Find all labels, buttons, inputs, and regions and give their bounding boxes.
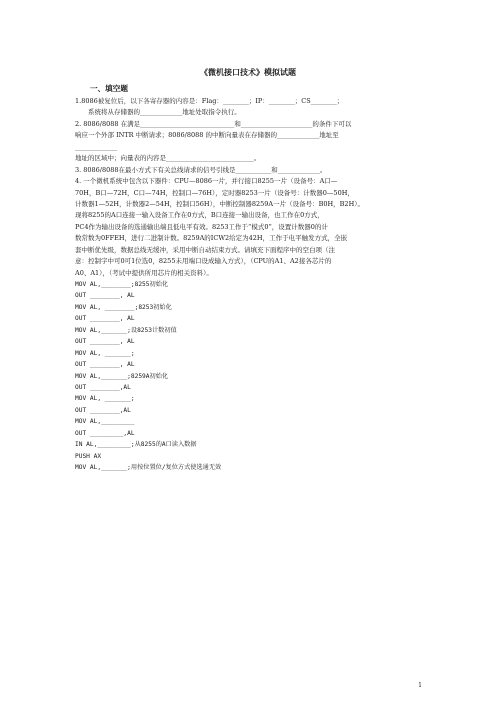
text-line: 地址的区域中；向量表的内容是___________________________。 — [75, 154, 261, 163]
code-line: MOV AL, _______; — [75, 349, 135, 357]
text-line: PC4作为输出设备的选通输出端且低电平有效。8253工作于“模式0”，设置计数器0的计 — [75, 222, 328, 231]
code-line: OUT ________,AL — [75, 406, 131, 414]
document-title: 《微机接口技术》模拟试题 — [200, 67, 296, 77]
text-line: _____________ — [75, 142, 118, 151]
document-body — [75, 96, 425, 473]
text-line: 现将8255的A口连接一输入设备工作在0方式，B口连接一输出设备，也工作在0方式， — [75, 211, 324, 220]
text-line: 70H，B口—72H，C口—74H，控制口—76H），定时器8253一片（设备号：计数器0—50H， — [75, 188, 354, 197]
code-line: MOV AL,_______;8259A初始化 — [75, 372, 169, 380]
text-line: 响应一个外部 INTR 中断请求；8086/8088 的中断向量表在存储器的_____________地址至 — [75, 131, 339, 140]
text-line: 套中断优先级，数据总线无缓冲，采用中断自动结束方式。请填充下面程序中的空白项（注 — [75, 245, 335, 254]
code-line: MOV AL,_________ — [75, 418, 135, 426]
page-number: 1 — [418, 682, 422, 689]
code-line: MOV AL,_______;用按位置位/复位方式使选通无效 — [75, 464, 222, 471]
text-line: 3. 8086/8088在最小方式下有关总线请求的信号引线是___________和_____________。 — [75, 165, 327, 174]
code-line: OUT ________, AL — [75, 338, 135, 346]
text-line: 计数器1—52H，计数器2—54H，控制口56H），中断控制器8259A一片（设备号：B0H，B2H）。 — [75, 199, 364, 208]
text-line: 1.8086被复位后，以下各寄存器的内容是：Flag：________；IP：________；CS________； — [75, 97, 344, 105]
code-line: OUT _________,AL — [75, 429, 135, 437]
code-line: OUT ________, AL — [75, 315, 135, 323]
code-line: IN AL,_________;从8255的A口读入数据 — [75, 441, 197, 449]
code-line: OUT ________, AL — [75, 292, 135, 300]
text-line: A0、A1），（考试中提供所用芯片的相关资料）。 — [75, 268, 213, 277]
text-line: 系统将从存储器的_____________地址处取指令执行。 — [88, 108, 241, 117]
code-line: OUT ________, AL — [75, 361, 135, 369]
section-heading: 一、填空题 — [90, 84, 128, 93]
text-line: 意：控制字中可0可1位选0，8255未用端口设成输入方式），（CPU的A1、A2接各芯片的 — [75, 257, 332, 266]
code-line: MOV AL,________;8255初始化 — [75, 281, 169, 288]
code-line: PUSH AX — [75, 452, 102, 460]
text-line: 2. 8086/8088 在满足_____________________________和______________________的条件下可以 — [75, 119, 352, 128]
code-line: MOV AL, _______; — [75, 395, 135, 403]
text-line: 4. 一个微机系统中包含以下器件：CPU—8086一片，并行接口8255一片（设备号：A口— — [75, 177, 338, 186]
code-line: MOV AL, ________;8253初始化 — [75, 303, 172, 311]
text-line: 数常数为0FFEH，进行二进制计数。8259A的ICW2给定为42H，工作于电平触发方式，全嵌 — [75, 234, 348, 243]
code-line: MOV AL,_______;设8253计数初值 — [75, 326, 177, 334]
code-line: OUT ________,AL — [75, 383, 131, 391]
